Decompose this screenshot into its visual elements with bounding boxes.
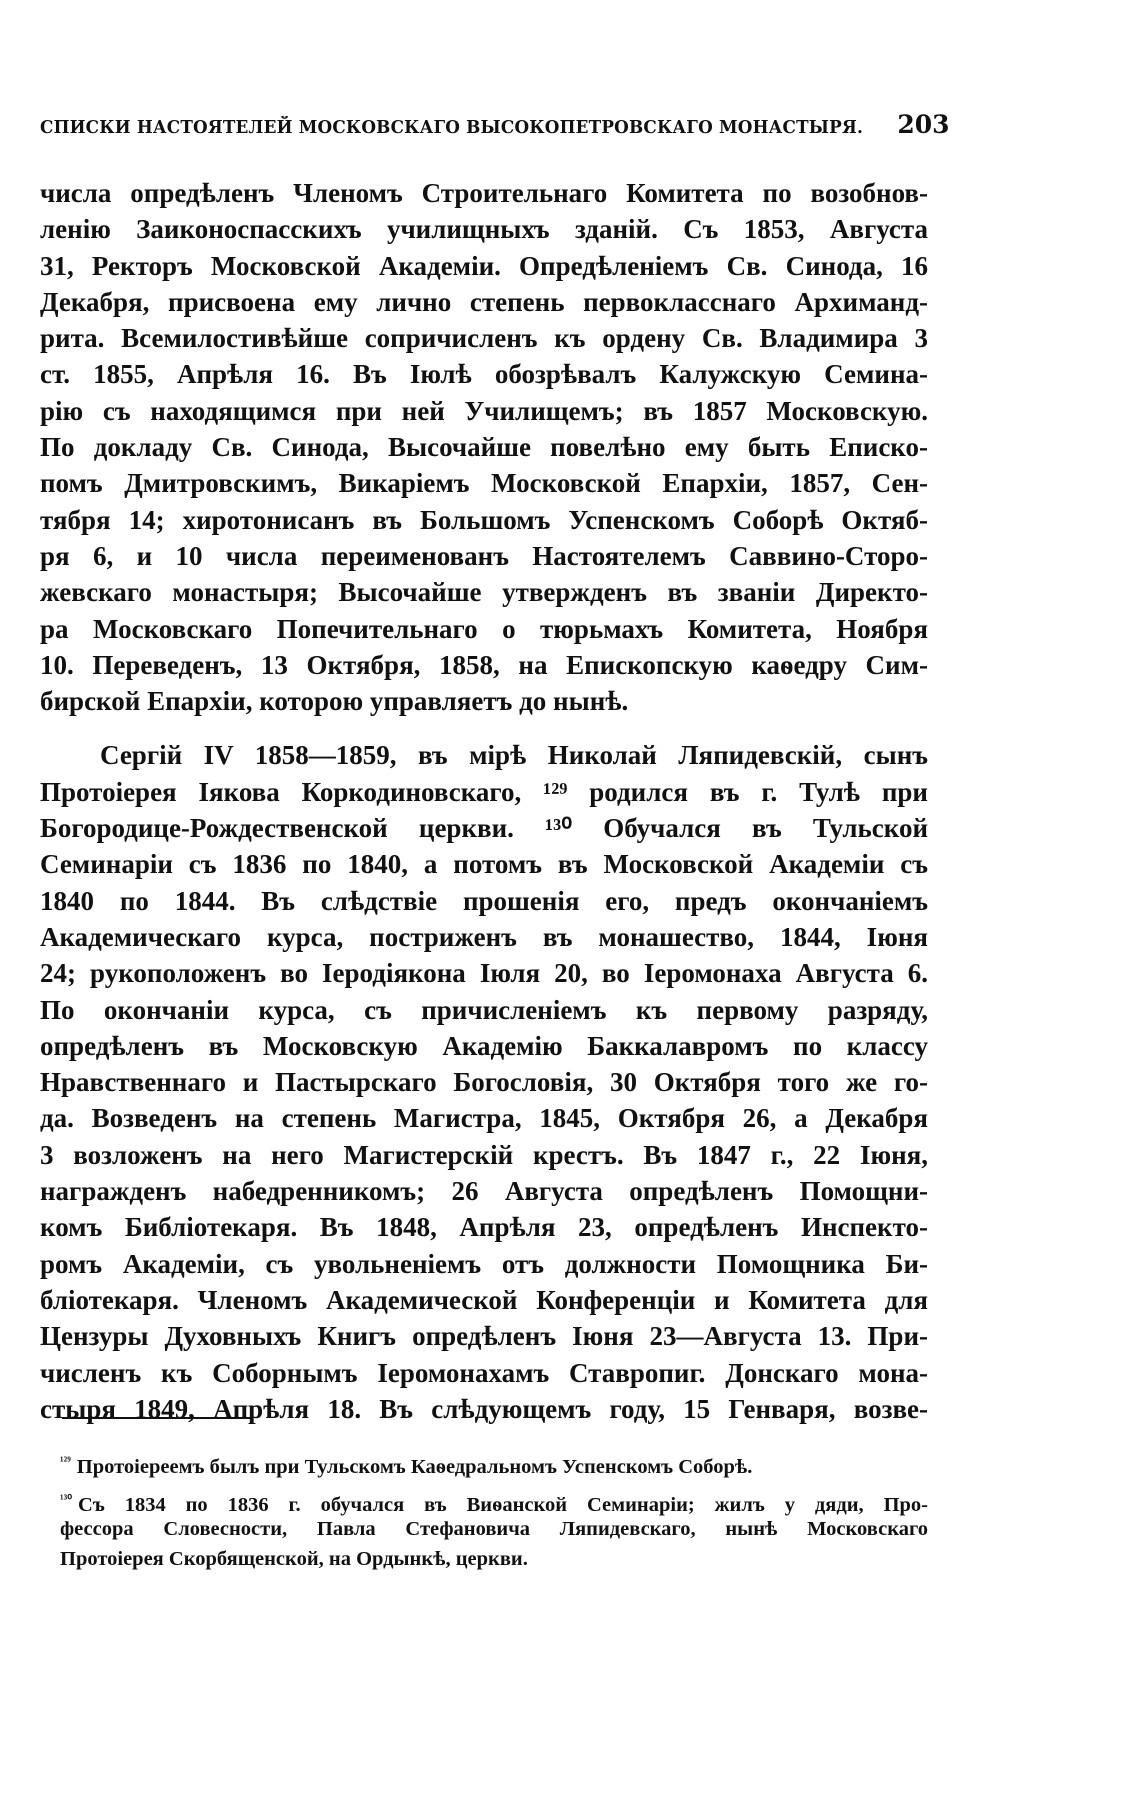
text-line: Протоіерея Іякова Коркодиновскаго, ¹²⁹ родился въ г. Тулѣ при <box>40 776 928 807</box>
text-line: жевскаго монастыря; Высочайше утвержденъ въ званіи Директо- <box>40 577 928 608</box>
text-line: ст. 1855, Апрѣля 16. Въ Іюлѣ обозрѣвалъ Калужскую Семина- <box>40 359 928 390</box>
text-line: Богородице-Рождественской церкви. ¹³⁰ Обучался въ Тульской <box>40 813 928 844</box>
footnote-text: Протоіереемъ былъ при Тульскомъ Каѳедральномъ Успенскомъ Соборѣ. <box>76 1455 753 1478</box>
text-line: тября 14; хиротонисанъ въ Большомъ Успенскомъ Соборѣ Октяб- <box>40 504 928 535</box>
text-line: ромъ Академіи, съ увольненіемъ отъ должности Помощника Би- <box>40 1248 928 1279</box>
text-line: комъ Библіотекаря. Въ 1848, Апрѣля 23, опредѣленъ Инспекто- <box>40 1212 928 1243</box>
footnote-130 <box>60 1484 928 1574</box>
footnote-marker: ¹³⁰ <box>60 1492 73 1506</box>
footnote-marker: ¹²⁹ <box>60 1454 71 1468</box>
running-title: СПИСКИ НАСТОЯТЕЛЕЙ МОСКОВСКАГО ВЫСОКОПЕТРОВСКАГО МОНАСТЫРЯ. <box>40 118 864 138</box>
main-text <box>40 175 928 1427</box>
paragraph-2 <box>40 737 928 1427</box>
text-line: Нравственнаго и Пастырскаго Богословія, 30 Октября того же го- <box>40 1067 928 1098</box>
text-line: По докладу Св. Синода, Высочайше повелѣно ему быть Еписко- <box>40 432 928 463</box>
paragraph-1 <box>40 175 928 719</box>
text-line: Семинаріи съ 1836 по 1840, а потомъ въ Московской Академіи съ <box>40 849 928 880</box>
text-line: Академическаго курса, постриженъ въ монашество, 1844, Іюня <box>40 921 928 952</box>
text-line: да. Возведенъ на степень Магистра, 1845, Октября 26, а Декабря <box>40 1103 928 1134</box>
text-line: рита. Всемилостивѣйше сопричисленъ къ ордену Св. Владимира 3 <box>40 323 928 354</box>
text-line: Цензуры Духовныхъ Книгъ опредѣленъ Іюня 23—Августа 13. При- <box>40 1321 928 1352</box>
footnote-line <box>60 1484 928 1514</box>
text-line: опредѣленъ въ Московскую Академію Баккалавромъ по классу <box>40 1030 928 1061</box>
text-line: ря 6, и 10 числа переименованъ Настоятелемъ Саввино-Сторо- <box>40 540 928 571</box>
text-line: ра Московскаго Попечительнаго о тюрьмахъ Комитета, Ноября <box>40 613 928 644</box>
text-line: бирской Епархіи, которою управляетъ до нынѣ. <box>40 686 629 717</box>
text-line: помъ Дмитровскимъ, Викаріемъ Московской Епархіи, 1857, Сен- <box>40 468 928 499</box>
text-line: численъ къ Соборнымъ Іеромонахамъ Ставропиг. Донскаго мона- <box>40 1357 928 1388</box>
text-line: награжденъ набедренникомъ; 26 Августа опредѣленъ Помощни- <box>40 1176 928 1207</box>
footnote-line: фессора Словесности, Павла Стефановича Ляпидевскаго, нынѣ Московскаго <box>60 1518 928 1540</box>
text-line: 10. Переведенъ, 13 Октября, 1858, на Епископскую каѳедру Сим- <box>40 649 928 680</box>
footnotes <box>60 1446 928 1574</box>
footnote-129 <box>60 1446 928 1476</box>
footnote-text: Съ 1834 по 1836 г. обучался въ Виѳанской Семинаріи; жилъ у дяди, Про- <box>78 1493 928 1516</box>
paragraph-gap <box>40 719 928 737</box>
text-line: Сергій IV 1858—1859, въ мірѣ Николай Ляпидевскій, сынъ <box>100 740 928 771</box>
footnote-line: Протоіерея Скорбященской, на Ордынкѣ, церкви. <box>60 1548 528 1570</box>
text-line: 31, Ректоръ Московской Академіи. Опредѣленіемъ Св. Синода, 16 <box>40 250 928 281</box>
text-line: ленію Заиконоспасскихъ училищныхъ зданій. Съ 1853, Августа <box>40 214 928 245</box>
text-line: бліотекаря. Членомъ Академической Конференціи и Комитета для <box>40 1284 928 1315</box>
text-line: 24; рукоположенъ во Іеродіякона Іюля 20, во Іеромонаха Августа 6. <box>40 958 928 989</box>
page-number: 203 <box>897 110 950 139</box>
text-line: Декабря, присвоена ему лично степень первокласснаго Архиманд- <box>40 286 928 317</box>
text-line: По окончаніи курса, съ причисленіемъ къ первому разряду, <box>40 994 928 1025</box>
text-line: 1840 по 1844. Въ слѣдствіе прошенія его, предъ окончаніемъ <box>40 885 928 916</box>
text-line: стыря 1849, Апрѣля 18. Въ слѣдующемъ году, 15 Генваря, возве- <box>40 1393 928 1424</box>
footnote-line <box>60 1446 928 1476</box>
text-line: числа опредѣленъ Членомъ Строительнаго Комитета по возобнов- <box>40 178 928 208</box>
text-line: 3 возложенъ на него Магистерскій крестъ. Въ 1847 г., 22 Іюня, <box>40 1139 928 1170</box>
text-line: рію съ находящимся при ней Училищемъ; въ 1857 Московскую. <box>40 395 928 426</box>
footnote-rule <box>62 1417 252 1419</box>
page-header <box>40 110 950 150</box>
